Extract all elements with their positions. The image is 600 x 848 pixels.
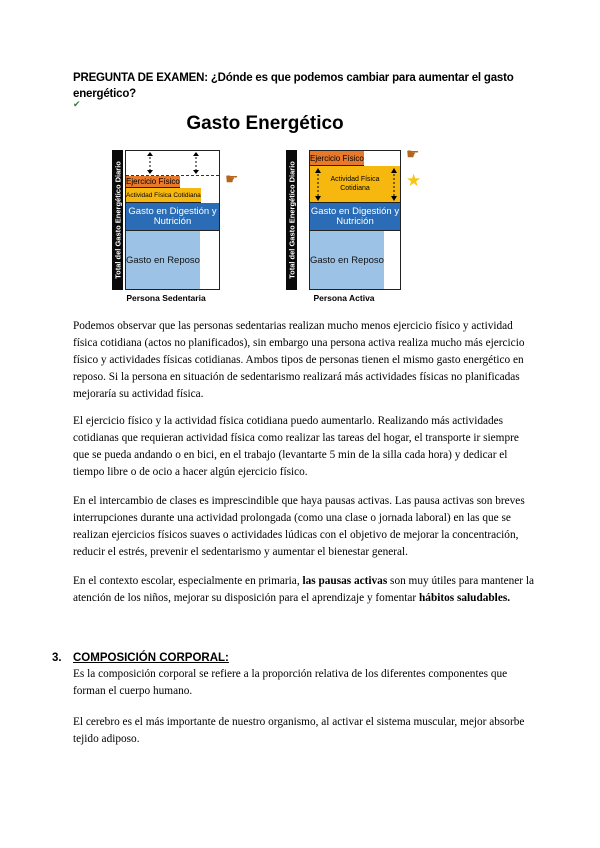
segment-ejercicio-fisico: Ejercicio Físico bbox=[126, 177, 180, 186]
exam-question: PREGUNTA DE EXAMEN: ¿Dónde es que podemos cambiar para aumentar el gasto energético? bbox=[73, 72, 514, 100]
paragraph-3: En el intercambio de clases es imprescindible que haya pausas activas. Las pausa activas son breves interrupciones durante una actividad prolongada (como una clase o jornada laboral) en las que se realizan ejercicios físicos suaves o actividades lúdicas con el objetivo de mejorar la concentración, reducir el estrés, prevenir el sedentarismo y aumentar el bienestar general. bbox=[73, 495, 525, 558]
segment-digestion: Gasto en Digestión y Nutrición bbox=[310, 203, 400, 231]
total-axis-label-sedentaria: Total del Gasto Energético Diario bbox=[112, 150, 123, 290]
section-paragraph-1: Es la composición corporal se refiere a la proporción relativa de los diferentes componentes que forman el cuerpo humano. bbox=[73, 668, 508, 697]
bold-pausas-activas: las pausas activas bbox=[302, 575, 388, 587]
section-paragraph-2: El cerebro es el más importante de nuestro organismo, al activar el sistema muscular, mejor absorbe tejido adiposo. bbox=[73, 716, 525, 745]
segment-reposo: Gasto en Reposo bbox=[126, 231, 200, 289]
segment-ejercicio-fisico: Ejercicio Físico bbox=[310, 151, 364, 166]
pointing-hand-icon: ☛ bbox=[225, 172, 239, 188]
potential-increase-zone bbox=[126, 151, 219, 176]
pointing-hand-icon: ☛ bbox=[406, 147, 420, 163]
figure-title: Gasto Energético bbox=[186, 113, 344, 134]
total-axis-label-activa: Total del Gasto Energético Diario bbox=[286, 150, 297, 290]
caption-sedentaria: Persona Sedentaria bbox=[126, 293, 206, 303]
segment-actividad-cotidiana: Actividad Física Cotidiana bbox=[126, 188, 201, 203]
check-mark-icon: ✔ bbox=[73, 99, 81, 109]
section-number: 3. bbox=[52, 652, 62, 664]
bold-habitos-saludables: hábitos saludables. bbox=[419, 592, 511, 604]
bar-persona-sedentaria bbox=[125, 150, 220, 290]
section-heading bbox=[52, 652, 229, 664]
segment-reposo: Gasto en Reposo bbox=[310, 231, 384, 289]
segment-digestion: Gasto en Digestión y Nutrición bbox=[126, 203, 219, 231]
arrows-icon bbox=[126, 151, 219, 175]
paragraph-1: Podemos observar que las personas sedentarias realizan mucho menos ejercicio físico y actividad física cotidiana (actos no planificados), sin embargo una persona activa realiza mucho más ejercicio físico y actividades físicas cotidianas. Ambos tipos de personas tienen el mismo gasto energético en reposo. Si la persona en situación de sedentarismo realizará más actividades físicas no planificadas mejoraría su actividad física. bbox=[73, 320, 525, 400]
paragraph-4: En el contexto escolar, especialmente en primaria, las pausas activas son muy útiles para mantener la atención de los niños, mejorar su disposición para el aprendizaje y fomentar hábitos saludables. bbox=[73, 575, 535, 604]
paragraph-2: El ejercicio físico y la actividad física cotidiana puedo aumentarlo. Realizando más actividades cotidianas que requieran actividad física como realizar las tareas del hogar, el transporte ir siempre que se pueda andando o en bici, en el trabajo (levantarte 5 min de la silla cada hora) y dedicar el tiempo libre o de ocio a hacer algún ejercicio físico. bbox=[73, 415, 519, 478]
bar-persona-activa bbox=[309, 150, 401, 290]
double-arrows-icon bbox=[310, 166, 402, 203]
star-icon: ★ bbox=[406, 171, 422, 190]
segment-actividad-cotidiana: Actividad Física Cotidiana bbox=[310, 166, 400, 203]
section-title: COMPOSICIÓN CORPORAL: bbox=[73, 652, 229, 664]
caption-activa: Persona Activa bbox=[313, 293, 375, 303]
